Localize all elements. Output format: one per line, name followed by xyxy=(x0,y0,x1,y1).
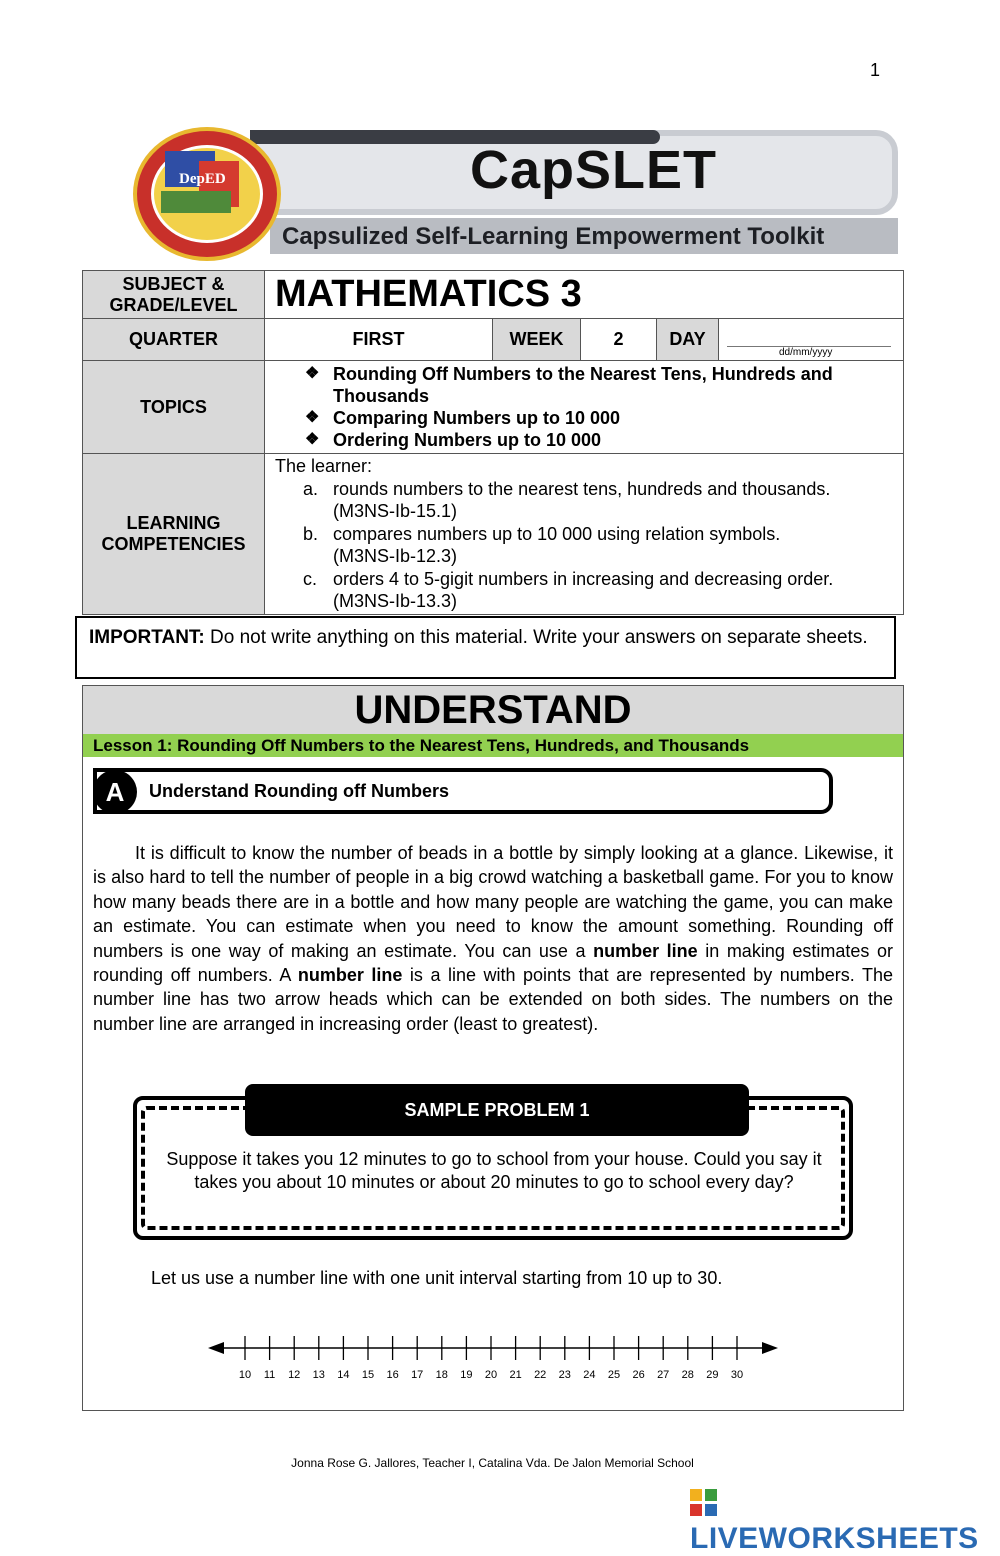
left-arrow-icon xyxy=(208,1342,224,1354)
number-line-label: 16 xyxy=(386,1369,399,1381)
number-line-label: 15 xyxy=(361,1369,375,1381)
number-line-label: 26 xyxy=(632,1369,645,1381)
section-heading: UNDERSTAND xyxy=(83,686,903,734)
competency-item: c. orders 4 to 5-gigit numbers in increasing and decreasing order. (M3NS-Ib-13.3) xyxy=(303,568,834,611)
deped-seal-logo xyxy=(133,127,281,261)
topic-item: ❖ Comparing Numbers up to 10 000 xyxy=(305,407,903,429)
quarter-label: QUARTER xyxy=(83,319,265,361)
number-line-label: 23 xyxy=(558,1369,571,1381)
seal-text: DepED xyxy=(179,171,226,187)
topic-item: ❖ Ordering Numbers up to 10 000 xyxy=(305,429,903,451)
important-text: Do not write anything on this material. Write your answers on separate sheets. xyxy=(204,627,868,648)
understand-section xyxy=(82,685,904,1411)
part-title: Understand Rounding off Numbers xyxy=(149,781,449,801)
number-line-label: 10 xyxy=(238,1369,252,1381)
topics-list xyxy=(265,361,903,453)
sample-problem-title: SAMPLE PROBLEM 1 xyxy=(245,1084,749,1136)
number-line-label: 22 xyxy=(534,1369,547,1381)
number-line xyxy=(203,1326,783,1386)
brand-text: LIVEWORKSHEETS xyxy=(690,1522,979,1555)
page-number: 1 xyxy=(870,60,881,80)
important-note xyxy=(75,616,896,679)
sample-problem-text: Suppose it takes you 12 minutes to go to school from your house. Could you say it takes you about 10 minutes or about 20 minutes to go to school every day? xyxy=(166,1149,822,1192)
week-value: 2 xyxy=(581,319,657,361)
competency-item: a. rounds numbers to the nearest tens, hundreds and thousands. (M3NS-Ib-15.1) xyxy=(303,478,831,521)
competencies-intro: The learner: xyxy=(275,456,373,476)
date-format-label: dd/mm/yyyy xyxy=(779,346,833,358)
liveworksheets-icon xyxy=(690,1489,718,1517)
competency-item: b. compares numbers up to 10 000 using relation symbols. (M3NS-Ib-12.3) xyxy=(303,523,781,566)
sample-problem-box xyxy=(133,1096,853,1240)
number-line-instruction: Let us use a number line with one unit interval starting from 10 up to 30. xyxy=(151,1268,723,1288)
topics-label: TOPICS xyxy=(83,361,265,454)
lesson-title: Lesson 1: Rounding Off Numbers to the Nearest Tens, Hundreds, and Thousands xyxy=(83,734,903,757)
number-line-label: 29 xyxy=(706,1369,719,1381)
quarter-value: FIRST xyxy=(265,319,493,361)
subject-label: SUBJECT & GRADE/LEVEL xyxy=(83,271,265,319)
number-line-label: 19 xyxy=(460,1369,473,1381)
banner-subtitle: Capsulized Self-Learning Empowerment Toolkit xyxy=(282,223,825,250)
footer-credit: Jonna Rose G. Jallores, Teacher I, Catalina Vda. De Jalon Memorial School xyxy=(291,1456,694,1470)
liveworksheets-logo xyxy=(690,1488,1000,1556)
number-line-label: 28 xyxy=(681,1369,694,1381)
week-label: WEEK xyxy=(493,319,581,361)
subject-value: MATHEMATICS 3 xyxy=(265,271,904,319)
capslet-banner xyxy=(130,125,900,265)
number-line-label: 12 xyxy=(288,1369,301,1381)
part-a-header xyxy=(93,768,833,814)
part-letter-badge: A xyxy=(93,770,137,814)
number-line-label: 30 xyxy=(730,1369,744,1381)
number-line-label: 18 xyxy=(435,1369,448,1381)
number-line-label: 25 xyxy=(607,1369,621,1381)
number-line-label: 27 xyxy=(657,1369,670,1381)
important-label: IMPORTANT: xyxy=(89,627,205,648)
info-table xyxy=(82,270,904,615)
intro-paragraph: It is difficult to know the number of beads in a bottle by simply looking at a glance. Likewise, it is also hard to tell the number of people in a big crowd watching a basketball game. For you to know how many beads there are in a bottle and how many people are watching the game, you can make an estimate. You can estimate when you need to know the amount something. Rounding off numbers is one way of making an estimate. You can use a number line in making estimates or rounding off numbers. A number line is a line with points that are represented by numbers. The number line has two arrow heads which can be extended on both sides. The numbers on the number line are arranged in increasing order (least to greatest). xyxy=(93,843,894,1034)
date-field[interactable] xyxy=(719,319,904,361)
number-line-label: 14 xyxy=(337,1369,350,1381)
number-line-label: 20 xyxy=(484,1369,498,1381)
topic-item: ❖ Rounding Off Numbers to the Nearest Tens, Hundreds and Thousands xyxy=(305,363,903,407)
number-line-label: 17 xyxy=(411,1369,424,1381)
right-arrow-icon xyxy=(762,1342,778,1354)
number-line-label: 11 xyxy=(263,1369,276,1381)
banner-title: CapSLET xyxy=(470,140,718,200)
competencies-list xyxy=(265,454,903,614)
number-line-label: 13 xyxy=(312,1369,325,1381)
competencies-label: LEARNING COMPETENCIES xyxy=(83,454,265,615)
day-label: DAY xyxy=(657,319,719,361)
number-line-label: 24 xyxy=(583,1369,596,1381)
number-line-label: 21 xyxy=(509,1369,522,1381)
